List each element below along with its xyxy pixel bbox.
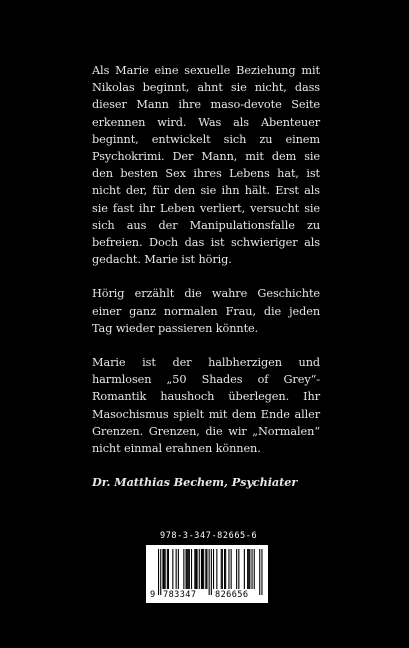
barcode-bar (248, 549, 249, 589)
barcode-bar (201, 549, 202, 589)
barcode-bar (213, 549, 214, 589)
blurb-paragraph-2: Hörig erzählt die wahre Geschichte einer ganz normalen Frau, die jeden Tag wieder passieren könnte. (92, 287, 320, 335)
barcode-digits-right: 826656 (215, 590, 249, 600)
barcode-bar (188, 549, 189, 589)
barcode-bar (236, 549, 237, 589)
blurb-paragraph-1: Als Marie eine sexuelle Beziehung mit Nikolas beginnt, ahnt sie nicht, dass dieser Mann ihre maso-devote Seite erkennen wird. Was als Abenteuer beginnt, entwickelt sich zu einem Psychokrimi. Der Mann, mit dem sie den besten Sex ihres Lebens hat, ist nicht der, für den sie ihn hält. Erst als sie fast ihr Leben verliert, versucht sie sich aus der Manipulationsfalle zu befreien. Doch das ist schwieriger als gedacht. Marie ist hörig. (92, 64, 320, 267)
barcode-bar (224, 549, 225, 589)
barcode-bar (197, 549, 198, 589)
barcode-bar (158, 549, 159, 595)
barcode-bar (249, 549, 250, 589)
barcode-bar (225, 549, 226, 589)
barcode-bar (168, 549, 169, 589)
barcode-bar (160, 549, 161, 595)
barcode-bar (252, 549, 253, 589)
barcode-bar (206, 549, 207, 589)
barcode-bar (191, 549, 192, 589)
barcode-bar (211, 549, 212, 595)
barcode-bar (209, 549, 210, 595)
barcode-bar (176, 549, 177, 589)
isbn-label: 978-3-347-82665-6 (160, 531, 258, 541)
barcode-bar (247, 549, 248, 589)
barcode-bar (194, 549, 195, 589)
barcode-bar (164, 549, 165, 589)
barcode (146, 545, 268, 603)
barcode-bar (186, 549, 187, 589)
barcode-bar (162, 549, 163, 589)
barcode-bar (187, 549, 188, 589)
barcode-bar (172, 549, 173, 589)
barcode-bar (261, 549, 262, 595)
barcode-bar (165, 549, 166, 589)
blurb-text (92, 62, 320, 508)
barcode-bar (195, 549, 196, 589)
quote-attribution: Dr. Matthias Bechem, Psychiater (92, 475, 298, 490)
barcode-bar (254, 549, 255, 589)
barcode-bar (222, 549, 223, 589)
barcode-bar (205, 549, 206, 589)
barcode-bar (244, 549, 245, 589)
barcode-bar (203, 549, 204, 589)
barcode-bar (199, 549, 200, 589)
barcode-bar (228, 549, 229, 589)
blurb-paragraph-3: Marie ist der halbherzigen und harmlosen „50 Shades of Grey“-Romantik haushoch überlegen. Ihr Masochismus spielt mit dem Ende aller Grenzen. Grenzen, die wir „Normalen“ nicht einmal erahnen können. (92, 356, 320, 456)
barcode-bar (189, 549, 190, 589)
barcode-bar (238, 549, 239, 589)
barcode-bar (221, 549, 222, 589)
barcode-bar (231, 549, 232, 589)
barcode-bar (178, 549, 179, 589)
barcode-bar (259, 549, 260, 595)
barcode-digit-first: 9 (150, 590, 156, 600)
barcode-bar (202, 549, 203, 589)
barcode-bar (183, 549, 184, 589)
barcode-bar (216, 549, 217, 589)
barcode-bar (167, 549, 168, 589)
barcode-digits-left: 783347 (163, 590, 197, 600)
